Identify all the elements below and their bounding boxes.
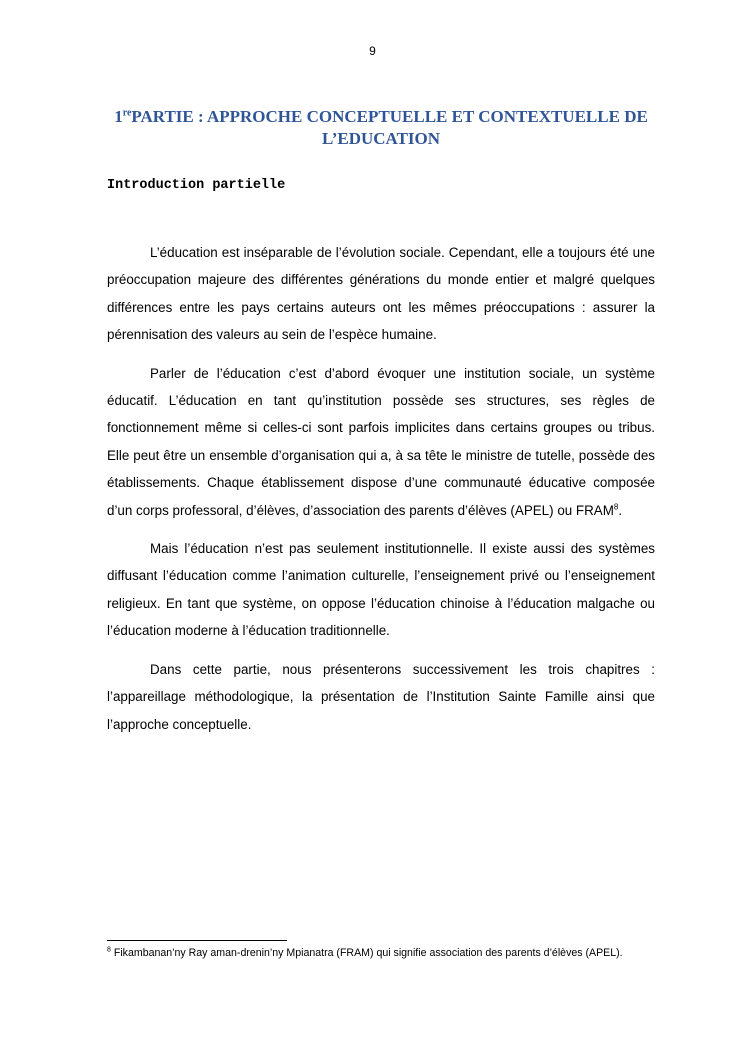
- footnote-reference[interactable]: 8: [613, 502, 619, 512]
- section-heading: Introduction partielle: [107, 178, 286, 193]
- footnote-text: Fikambanan’ny Ray aman-drenin’ny Mpianatra (FRAM) qui signifie association des parents d’élèves (APEL).: [110, 947, 623, 959]
- part-title-superscript: re: [122, 107, 132, 119]
- footnote: [107, 946, 667, 960]
- paragraph-2: [107, 360, 655, 524]
- footnote-marker: 8: [107, 946, 111, 954]
- body-text: [107, 239, 655, 749]
- paragraph-3: Mais l’éducation n’est pas seulement institutionnelle. Il existe aussi des systèmes diffusant l’éducation comme l’animation culturelle, l’enseignement privé ou l’enseignement religieux. En tant que système, on oppose l’éducation chinoise à l’éducation malgache ou l’éducation moderne à l’éducation traditionnelle.: [107, 541, 655, 639]
- paragraph-2-end: .: [618, 502, 623, 518]
- part-title-prefix: 1: [114, 107, 123, 126]
- part-title-line2: L’EDUCATION: [321, 129, 441, 148]
- paragraph-2-text: Parler de l’éducation c’est d’abord évoquer une institution sociale, un système éducatif. L’éducation en tant qu’institution possède ses structures, ses règles de fonctionnement même si celles-ci sont parfois implicites dans certains groupes ou tribus. Elle peut être un ensemble d’organisation qui a, à sa tête le ministre de tutelle, possède des établissements. Chaque établissement dispose d’une communauté éducative composée d’un corps professoral, d’élèves, d’association des parents d’élèves (APEL) ou FRAM: [107, 365, 655, 518]
- page-number: 9: [369, 44, 376, 58]
- paragraph-1: L’éducation est inséparable de l’évolution sociale. Cependant, elle a toujours été une préoccupation majeure des différentes générations du monde entier et malgré quelques différences entre les pays certains auteurs ont les mêmes préoccupations : assurer la pérennisation des valeurs au sein de l’espèce humaine.: [107, 245, 655, 343]
- footnote-separator: [107, 940, 287, 941]
- part-title: [107, 106, 655, 150]
- part-title-line1: PARTIE : APPROCHE CONCEPTUELLE ET CONTEXTUELLE DE: [131, 107, 648, 126]
- paragraph-4: Dans cette partie, nous présenterons successivement les trois chapitres : l’appareillage méthodologique, la présentation de l’Institution Sainte Famille ainsi que l’approche conceptuelle.: [107, 661, 655, 732]
